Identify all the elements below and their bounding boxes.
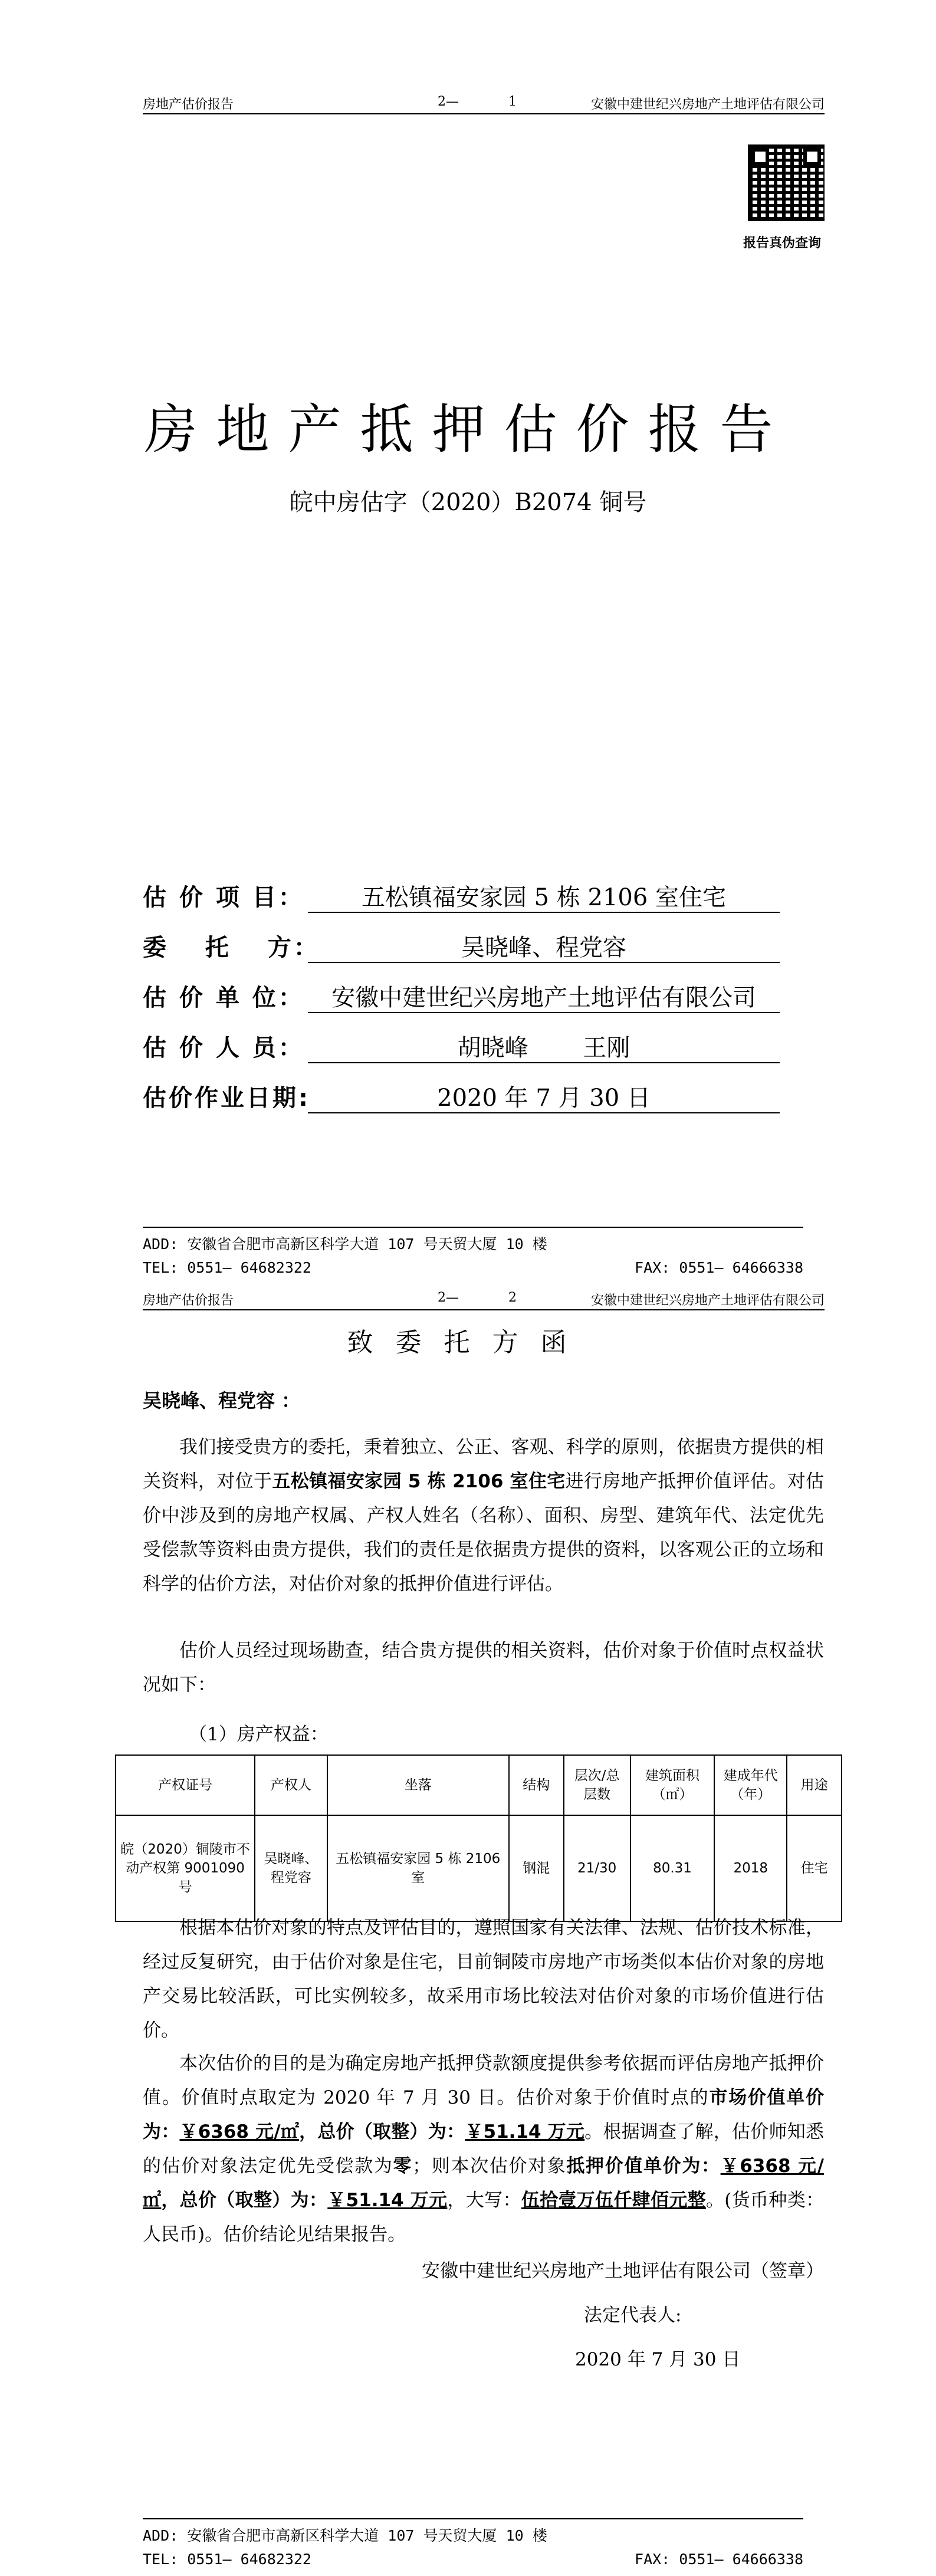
mortgage-total-label: ，总价（取整）为：: [161, 2190, 328, 2211]
text: ，大写：: [447, 2190, 521, 2211]
field-label: 委 托 方：: [143, 934, 320, 961]
property-address: 五松镇福安家园 5 栋 2106 室住宅: [272, 1471, 566, 1492]
field-appraiser-org: [143, 979, 803, 1020]
field-label: 估 价 项 目：: [143, 884, 304, 911]
letter-greeting: 吴晓峰、程党容 ：: [143, 1389, 301, 1412]
signature-date: 2020 年 7 月 30 日: [575, 2349, 741, 2370]
text: 本次估价的目的是为确定房地产抵押贷款额度提供参考依据而评估房地产抵押价值。价值时点取定为 2020 年 7 月 30 日。估价对象于价值时点的: [143, 2053, 824, 2108]
table-header-cell: 建筑面积（㎡）: [630, 1755, 715, 1815]
letter-title: 致委托方函: [347, 1328, 589, 1358]
letter-paragraph-2: [143, 1634, 824, 1702]
table-cell: 80.31: [630, 1815, 715, 1921]
market-total-price: ￥51.14 万元: [465, 2121, 585, 2143]
amount-in-words: 伍拾壹万伍仟肆佰元整: [521, 2190, 706, 2211]
text: 。(货币种类：人民币)。估价结论见结果报告。: [143, 2190, 825, 2245]
table-header-cell: 层次/总层数: [564, 1755, 630, 1815]
header-page-mark: 2—: [438, 1290, 459, 1305]
page-footer: [143, 2524, 803, 2571]
qr-code-icon[interactable]: [748, 144, 825, 221]
rights-subheading: （1）房产权益：: [189, 1724, 329, 1745]
table-header-row: [116, 1755, 842, 1815]
market-unit-price: ￥6368 元/㎡: [179, 2121, 300, 2143]
table-cell: 皖（2020）铜陵市不动产权第 9001090 号: [116, 1815, 255, 1921]
market-unit-label: 市场价值单价为：: [143, 2087, 825, 2143]
priority-amount: 零: [393, 2156, 413, 2177]
signature-company: 安徽中建世纪兴房地产土地评估有限公司（签章）: [422, 2260, 824, 2282]
field-value: 吴晓峰、程党容: [308, 929, 780, 963]
table-header-cell: 结构: [509, 1755, 564, 1815]
table-header-cell: 产权证号: [116, 1755, 255, 1815]
footer-tel: TEL: 0551— 64682322: [143, 2551, 311, 2568]
table-header-cell: 建成年代（年）: [714, 1755, 787, 1815]
footer-fax: FAX: 0551— 64666338: [635, 1259, 803, 1276]
header-divider: [143, 1309, 825, 1310]
footer-divider: [143, 1227, 803, 1228]
header-divider: [143, 113, 825, 114]
report-title: 房地产抵押估价报告: [144, 399, 792, 461]
mortgage-unit-label: 抵押价值单价为：: [566, 2156, 721, 2177]
text: 我们接受贵方的委托，秉着独立、公正、客观、科学的原则，依据贵方提供的相关资料，对位于: [143, 1437, 824, 1492]
table-cell: 吴晓峰、程党容: [255, 1815, 327, 1921]
table-cell: 2018: [714, 1815, 787, 1921]
table-cell: 钢混: [509, 1815, 564, 1921]
table-row: [116, 1815, 842, 1921]
text: 进行房地产抵押价值评估。对估价中涉及到的房地产权属、产权人姓名（名称）、面积、房型、建筑年代、法定优先受偿款等资料由贵方提供，我们的责任是依据贵方提供的资料，以客观公正的立场和科学的估价方法，对估价对象的抵押价值进行评估。: [143, 1471, 825, 1595]
footer-tel: TEL: 0551— 64682322: [143, 1259, 311, 1276]
header-page-number: 1: [508, 94, 517, 109]
table-header-cell: 用途: [787, 1755, 842, 1815]
market-total-label: ，总价（取整）为：: [299, 2121, 465, 2143]
property-rights-table: [115, 1754, 842, 1922]
footer-address: ADD: 安徽省合肥市高新区科学大道 107 号天贸大厦 10 楼: [143, 2527, 547, 2544]
header-left: 房地产估价报告: [143, 97, 234, 112]
field-project: [143, 879, 803, 920]
field-work-date: [143, 1079, 803, 1121]
text: 估价人员经过现场勘查，结合贵方提供的相关资料，估价对象于价值时点权益状况如下：: [143, 1640, 824, 1696]
field-client: [143, 929, 803, 970]
header-page-number: 2: [508, 1290, 517, 1305]
field-label: 估价作业日期:: [143, 1085, 310, 1112]
mortgage-total-price: ￥51.14 万元: [327, 2190, 448, 2211]
field-value: 2020 年 7 月 30 日: [308, 1079, 780, 1113]
letter-paragraph-3: [143, 1911, 824, 2048]
header-left: 房地产估价报告: [143, 1293, 234, 1308]
table-cell: 五松镇福安家园 5 栋 2106 室: [327, 1815, 509, 1921]
table-cell: 住宅: [787, 1815, 842, 1921]
letter-paragraph-1: [143, 1430, 824, 1601]
mortgage-unit-price: ￥6368 元/㎡: [143, 2156, 824, 2211]
header-right: 安徽中建世纪兴房地产土地评估有限公司: [590, 97, 825, 112]
document-number: 皖中房估字（2020）B2074 铜号: [289, 489, 647, 516]
field-label: 估 价 单 位：: [143, 984, 304, 1011]
field-value: 胡晓峰 王刚: [308, 1029, 780, 1063]
qr-label: 报告真伪查询: [743, 236, 822, 251]
table-cell: 21/30: [564, 1815, 630, 1921]
footer-fax: FAX: 0551— 64666338: [635, 2551, 803, 2568]
page-footer: [143, 1233, 803, 1280]
text: 根据本估价对象的特点及评估目的，遵照国家有关法律、法规、估价技术标准，经过反复研究，由于估价对象是住宅，目前铜陵市房地产市场类似本估价对象的房地产交易比较活跃，可比实例较多，故采用市场比较法对估价对象的市场价值进行估价。: [143, 1917, 824, 2041]
field-value: 安徽中建世纪兴房地产土地评估有限公司: [308, 979, 780, 1013]
field-value: 五松镇福安家园 5 栋 2106 室住宅: [308, 879, 780, 913]
field-appraisers: [143, 1029, 803, 1070]
footer-address: ADD: 安徽省合肥市高新区科学大道 107 号天贸大厦 10 楼: [143, 1236, 547, 1253]
text: 。根据调查了解，估价师知悉的估价对象法定优先受偿款为: [143, 2121, 825, 2177]
header-page-mark: 2—: [438, 94, 459, 109]
table-header-cell: 产权人: [255, 1755, 327, 1815]
signature-representative: 法定代表人:: [584, 2305, 682, 2326]
footer-divider: [143, 2518, 803, 2519]
letter-paragraph-4: [143, 2046, 824, 2252]
table-header-cell: 坐落: [327, 1755, 509, 1815]
text: ；则本次估价对象: [412, 2156, 567, 2177]
field-label: 估 价 人 员：: [143, 1034, 304, 1062]
header-right: 安徽中建世纪兴房地产土地评估有限公司: [590, 1293, 825, 1308]
